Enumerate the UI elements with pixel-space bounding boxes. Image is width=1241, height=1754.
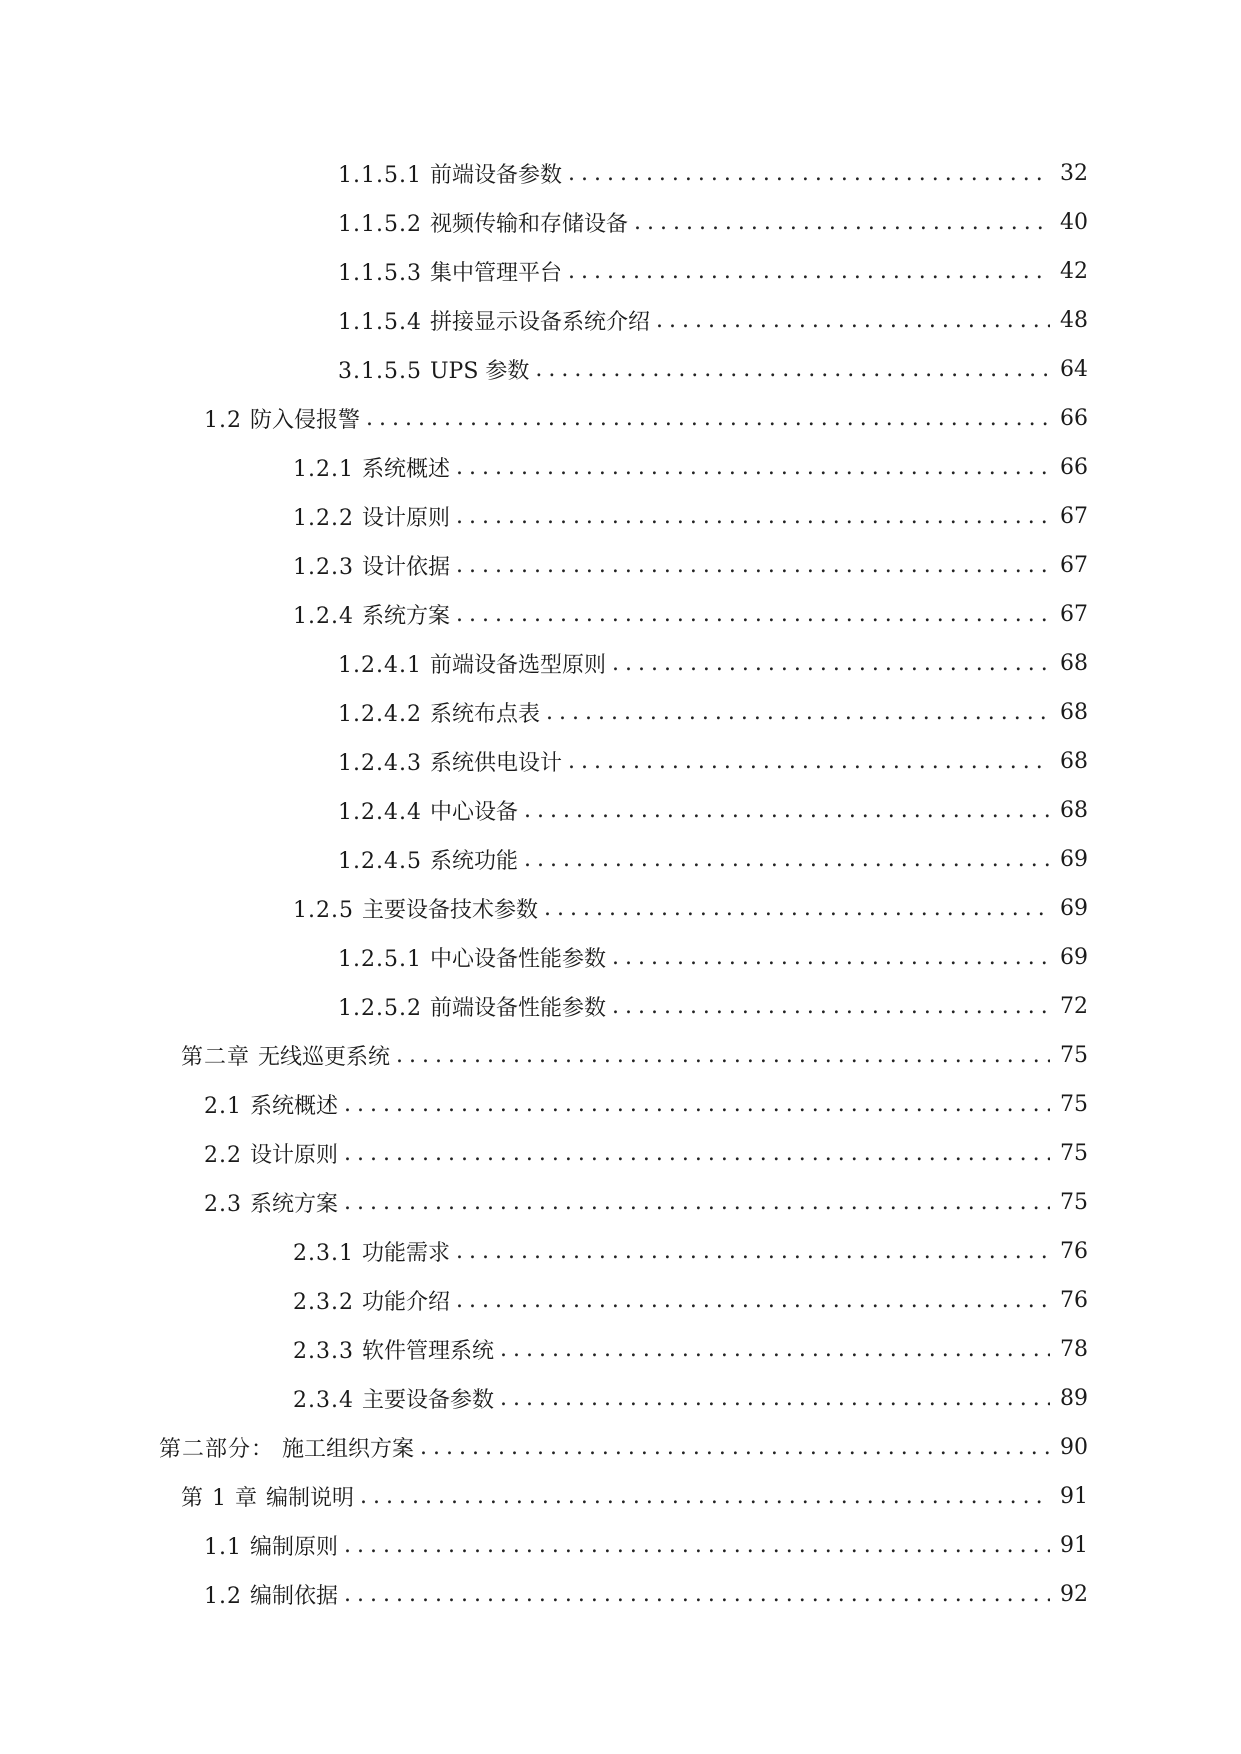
toc-entry-number: 第二章: [181, 1045, 251, 1070]
dot-leader: [612, 945, 1050, 970]
toc-entry-page: 69: [1060, 945, 1088, 970]
dot-leader: [524, 798, 1050, 823]
toc-entry-page: 78: [1060, 1337, 1088, 1362]
toc-entry-title: 编制依据: [250, 1584, 339, 1609]
toc-entry-page: 91: [1060, 1484, 1088, 1509]
toc-entry-page: 67: [1060, 553, 1088, 578]
toc-entry-page: 66: [1060, 406, 1088, 431]
dot-leader: [500, 1337, 1050, 1362]
toc-entry-number: 1.2.5: [293, 898, 354, 923]
toc-entry-number: 2.3: [204, 1192, 242, 1217]
dot-leader: [456, 553, 1050, 578]
toc-entry-title: 无线巡更系统: [258, 1045, 391, 1070]
toc-entry-page: 91: [1060, 1533, 1088, 1558]
toc-entry-page: 89: [1060, 1386, 1088, 1411]
toc-entry-title: 主要设备参数: [361, 1388, 494, 1413]
toc-entry-page: 32: [1060, 161, 1088, 186]
dot-leader: [396, 1043, 1050, 1068]
toc-entry-title: UPS 参数: [429, 359, 530, 384]
toc-entry[interactable]: [0, 149, 1241, 198]
toc-entry-number: 2.3.2: [293, 1290, 354, 1315]
dot-leader: [456, 504, 1050, 529]
toc-entry-number: 1.2: [204, 408, 242, 433]
toc-entry-title: 施工组织方案: [282, 1437, 415, 1462]
toc-entry-number: 1.2.3: [293, 555, 354, 580]
toc-entry-number: 1.2.2: [293, 506, 354, 531]
toc-entry[interactable]: [0, 1325, 1241, 1374]
toc-entry-number: 1.2.4.4: [338, 800, 422, 825]
dot-leader: [344, 1092, 1050, 1117]
toc-entry[interactable]: [0, 1423, 1241, 1472]
dot-leader: [612, 994, 1050, 1019]
toc-entry-title: 防入侵报警: [250, 408, 361, 433]
toc-entry-title: 编制说明: [265, 1486, 354, 1511]
dot-leader: [568, 749, 1050, 774]
dot-leader: [344, 1190, 1050, 1215]
toc-entry-title: 中心设备性能参数: [429, 947, 606, 972]
toc-entry-number: 1.2.4.3: [338, 751, 422, 776]
toc-entry[interactable]: [0, 1521, 1241, 1570]
toc-entry-title: 系统布点表: [429, 702, 540, 727]
toc-entry-number: 3.1.5.5: [338, 359, 422, 384]
toc-entry-title: 系统概述: [250, 1094, 339, 1119]
toc-entry-title: 中心设备: [429, 800, 518, 825]
toc-entry[interactable]: [0, 1080, 1241, 1129]
toc-entry-page: 68: [1060, 700, 1088, 725]
toc-entry-title: 系统方案: [361, 604, 450, 629]
toc-entry-number: 1.1.5.1: [338, 163, 422, 188]
toc-entry[interactable]: [0, 982, 1241, 1031]
toc-entry-page: 40: [1060, 210, 1088, 235]
toc-entry-page: 66: [1060, 455, 1088, 480]
toc-entry-title: 前端设备参数: [429, 163, 562, 188]
toc-entry-title: 系统方案: [250, 1192, 339, 1217]
toc-entry-page: 75: [1060, 1141, 1088, 1166]
toc-entry-page: 67: [1060, 504, 1088, 529]
toc-entry[interactable]: [0, 345, 1241, 394]
toc-entry-number: 1.2.4: [293, 604, 354, 629]
toc-entry-number: 1.1.5.2: [338, 212, 422, 237]
toc-entry-title: 集中管理平台: [429, 261, 562, 286]
toc-entry-number: 第 1 章: [181, 1486, 258, 1511]
toc-entry-title: 系统概述: [361, 457, 450, 482]
toc-entry-page: 42: [1060, 259, 1088, 284]
toc-entry[interactable]: [0, 296, 1241, 345]
toc-entry-title: 软件管理系统: [361, 1339, 494, 1364]
toc-entry-title: 功能介绍: [361, 1290, 450, 1315]
toc-entry-number: 1.2.4.5: [338, 849, 422, 874]
toc-entry[interactable]: [0, 933, 1241, 982]
dot-leader: [456, 455, 1050, 480]
toc-entry-title: 设计原则: [361, 506, 450, 531]
dot-leader: [456, 602, 1050, 627]
toc-entry-number: 1.2.5.1: [338, 947, 422, 972]
toc-entry-number: 1.2.4.1: [338, 653, 422, 678]
toc-entry-title: 设计原则: [250, 1143, 339, 1168]
toc-entry-title: 设计依据: [361, 555, 450, 580]
dot-leader: [420, 1435, 1050, 1460]
toc-entry-page: 75: [1060, 1190, 1088, 1215]
dot-leader: [524, 847, 1050, 872]
toc-entry[interactable]: [0, 1227, 1241, 1276]
toc-entry-number: 2.1: [204, 1094, 242, 1119]
toc-entry-page: 64: [1060, 357, 1088, 382]
toc-entry-title: 编制原则: [250, 1535, 339, 1560]
toc-entry-number: 1.1.5.4: [338, 310, 422, 335]
dot-leader: [360, 1484, 1050, 1509]
toc-entry[interactable]: [0, 1178, 1241, 1227]
toc-entry-number: 1.2.1: [293, 457, 354, 482]
dot-leader: [344, 1141, 1050, 1166]
toc-entry[interactable]: [0, 1374, 1241, 1423]
toc-entry-page: 76: [1060, 1288, 1088, 1313]
toc-entry[interactable]: [0, 639, 1241, 688]
toc-entry-page: 68: [1060, 749, 1088, 774]
toc-entry[interactable]: [0, 1276, 1241, 1325]
toc-entry[interactable]: [0, 884, 1241, 933]
dot-leader: [535, 357, 1050, 382]
toc-entry-title: 前端设备性能参数: [429, 996, 606, 1021]
toc-entry[interactable]: [0, 590, 1241, 639]
toc-entry-number: 2.3.3: [293, 1339, 354, 1364]
toc-entry-page: 67: [1060, 602, 1088, 627]
toc-entry[interactable]: [0, 247, 1241, 296]
toc-entry[interactable]: [0, 1472, 1241, 1521]
toc-entry[interactable]: [0, 688, 1241, 737]
dot-leader: [456, 1239, 1050, 1264]
toc-entry-page: 92: [1060, 1582, 1088, 1607]
dot-leader: [634, 210, 1050, 235]
toc-entry[interactable]: [0, 737, 1241, 786]
toc-entry-number: 1.1.5.3: [338, 261, 422, 286]
toc-entry-title: 主要设备技术参数: [361, 898, 538, 923]
table-of-contents: [0, 149, 1241, 1619]
toc-entry-title: 系统供电设计: [429, 751, 562, 776]
dot-leader: [500, 1386, 1050, 1411]
toc-entry[interactable]: [0, 1129, 1241, 1178]
toc-entry-page: 75: [1060, 1092, 1088, 1117]
toc-entry[interactable]: [0, 198, 1241, 247]
dot-leader: [344, 1582, 1050, 1607]
toc-entry[interactable]: [0, 835, 1241, 884]
toc-entry-title: 系统功能: [429, 849, 518, 874]
toc-entry-number: 第二部分：: [159, 1437, 275, 1462]
toc-entry-page: 69: [1060, 847, 1088, 872]
dot-leader: [456, 1288, 1050, 1313]
toc-entry-page: 72: [1060, 994, 1088, 1019]
toc-entry-title: 前端设备选型原则: [429, 653, 606, 678]
dot-leader: [344, 1533, 1050, 1558]
toc-entry-number: 2.3.1: [293, 1241, 354, 1266]
toc-entry-number: 2.2: [204, 1143, 242, 1168]
toc-entry-page: 76: [1060, 1239, 1088, 1264]
dot-leader: [544, 896, 1050, 921]
dot-leader: [612, 651, 1050, 676]
toc-entry[interactable]: [0, 394, 1241, 443]
dot-leader: [366, 406, 1050, 431]
toc-entry-number: 1.2.4.2: [338, 702, 422, 727]
dot-leader: [568, 161, 1050, 186]
dot-leader: [546, 700, 1050, 725]
toc-entry[interactable]: [0, 541, 1241, 590]
toc-entry-page: 68: [1060, 651, 1088, 676]
toc-entry-page: 48: [1060, 308, 1088, 333]
dot-leader: [568, 259, 1050, 284]
toc-entry[interactable]: [0, 1031, 1241, 1080]
toc-entry-title: 拼接显示设备系统介绍: [429, 310, 650, 335]
toc-entry-number: 1.2.5.2: [338, 996, 422, 1021]
toc-entry-page: 90: [1060, 1435, 1088, 1460]
toc-entry-number: 2.3.4: [293, 1388, 354, 1413]
dot-leader: [656, 308, 1050, 333]
toc-entry-title: 功能需求: [361, 1241, 450, 1266]
toc-entry[interactable]: [0, 492, 1241, 541]
toc-entry[interactable]: [0, 1570, 1241, 1619]
toc-entry-page: 69: [1060, 896, 1088, 921]
toc-entry[interactable]: [0, 443, 1241, 492]
toc-entry-number: 1.2: [204, 1584, 242, 1609]
toc-entry-number: 1.1: [204, 1535, 242, 1560]
toc-entry-page: 68: [1060, 798, 1088, 823]
toc-entry[interactable]: [0, 786, 1241, 835]
toc-entry-page: 75: [1060, 1043, 1088, 1068]
toc-entry-title: 视频传输和存储设备: [429, 212, 628, 237]
